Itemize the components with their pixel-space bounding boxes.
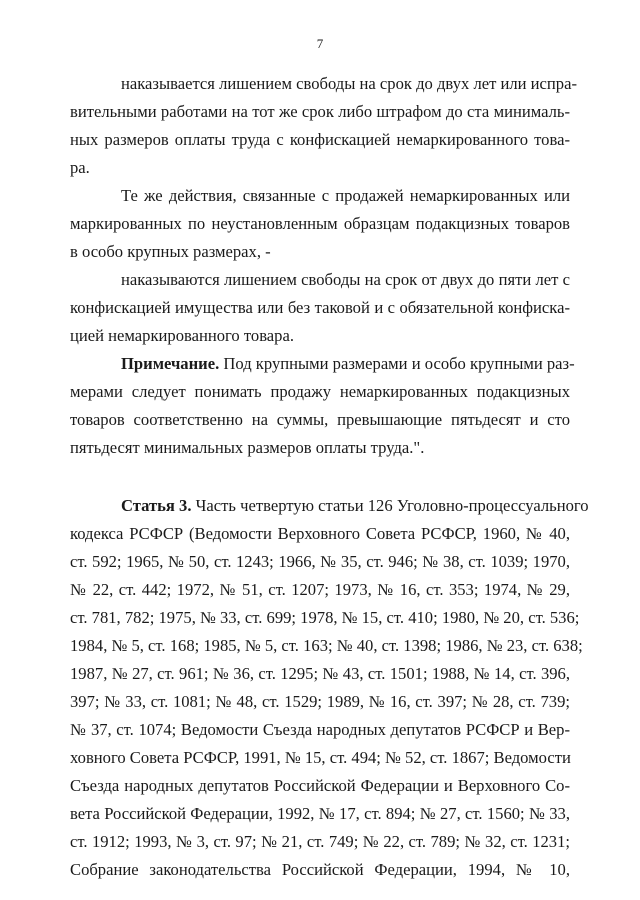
text-line: ст. 592; 1965, № 50, ст. 1243; 1966, № 35, ст. 946; № 38, ст. 1039; 1970, [70, 552, 570, 571]
text-line: ных размеров оплаты труда с конфискацией немаркированного това- [70, 130, 570, 149]
text-line: Те же действия, связанные с продажей немаркированных или [121, 186, 570, 205]
text-line: вета Российской Федерации, 1992, № 17, ст. 894; № 27, ст. 1560; № 33, [70, 804, 570, 823]
text-line: ст. 781, 782; 1975, № 33, ст. 699; 1978, № 15, ст. 410; 1980, № 20, ст. 536; [70, 608, 580, 627]
text-line: вительными работами на тот же срок либо штрафом до ста минималь- [70, 102, 570, 121]
text-line: пятьдесят минимальных размеров оплаты труда.". [70, 438, 425, 457]
paragraph-note [70, 350, 575, 462]
section-gap [70, 462, 570, 492]
text-line: наказывается лишением свободы на срок до двух лет или испра- [121, 74, 577, 93]
paragraph-same-actions [70, 182, 570, 266]
article-label: Статья 3. [121, 496, 192, 515]
text-line: мерами следует понимать продажу немаркированных подакцизных [70, 382, 570, 401]
text-line: Собрание законодательства Российской Федерации, 1994, № 10, [70, 860, 570, 879]
paragraph-punishment-2 [70, 266, 570, 350]
text-line: 1984, № 5, ст. 168; 1985, № 5, ст. 163; № 40, ст. 1398; 1986, № 23, ст. 638; [70, 636, 583, 655]
text-line: маркированных по неустановленным образцам подакцизных товаров [70, 214, 570, 233]
text-line: конфискацией имущества или без таковой и с обязательной конфиска- [70, 298, 570, 317]
text-line: наказываются лишением свободы на срок от двух до пяти лет с [121, 270, 570, 289]
note-label: Примечание. [121, 354, 220, 373]
text-line: в особо крупных размерах, - [70, 242, 271, 261]
text-line: № 22, ст. 442; 1972, № 51, ст. 1207; 1973, № 16, ст. 353; 1974, № 29, [70, 580, 570, 599]
text-line: Съезда народных депутатов Российской Федерации и Верховного Со- [70, 776, 570, 795]
note-first-line: Под крупными размерами и особо крупными раз- [223, 354, 575, 373]
text-line: кодекса РСФСР (Ведомости Верховного Совета РСФСР, 1960, № 40, [70, 524, 570, 543]
text-line: 397; № 33, ст. 1081; № 48, ст. 1529; 1989, № 16, ст. 397; № 28, ст. 739; [70, 692, 570, 711]
page-body [70, 70, 589, 884]
text-line [70, 350, 575, 378]
text-line: ст. 1912; 1993, № 3, ст. 97; № 21, ст. 749; № 22, ст. 789; № 32, ст. 1231; [70, 832, 570, 851]
article-first-line: Часть четвертую статьи 126 Уголовно-процессуального [195, 496, 589, 515]
text-line: товаров соответственно на суммы, превышающие пятьдесят и сто [70, 410, 570, 429]
text-line: ра. [70, 158, 90, 177]
text-line [70, 492, 589, 520]
text-line: № 37, ст. 1074; Ведомости Съезда народных депутатов РСФСР и Вер- [70, 720, 570, 739]
page-number: 7 [316, 36, 324, 51]
paragraph-punishment-1 [70, 70, 577, 182]
paragraph-article-3 [70, 492, 589, 884]
text-line: цией немаркированного товара. [70, 326, 294, 345]
text-line: 1987, № 27, ст. 961; № 36, ст. 1295; № 43, ст. 1501; 1988, № 14, ст. 396, [70, 664, 570, 683]
text-line: ховного Совета РСФСР, 1991, № 15, ст. 494; № 52, ст. 1867; Ведомости [70, 748, 571, 767]
